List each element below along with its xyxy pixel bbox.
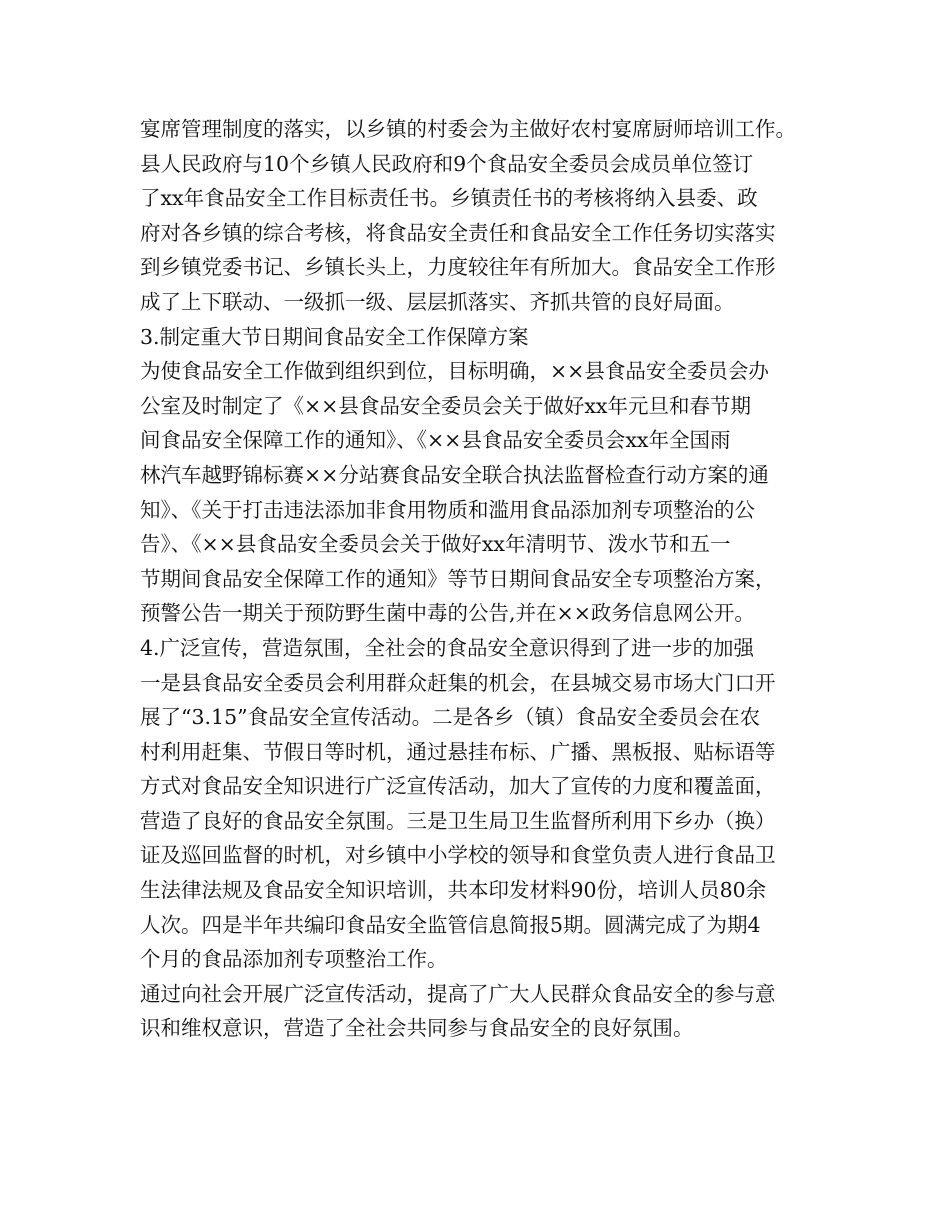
- text-line: 为使食品安全工作做到组织到位，目标明确，××县食品安全委员会办: [140, 359, 769, 384]
- text-line: 告》、《××县食品安全委员会关于做好xx年清明节、泼水节和五一: [140, 532, 731, 557]
- body-text: [140, 112, 820, 1046]
- text-line: 公室及时制定了《××县食品安全委员会关于做好xx年元旦和春节期: [140, 393, 751, 418]
- text-line: 节期间食品安全保障工作的通知》等节日期间食品安全专项整治方案，: [140, 566, 776, 591]
- text-line: 到乡镇党委书记、乡镇长头上，力度较往年有所加大。食品安全工作形: [140, 255, 776, 280]
- text-line: 成了上下联动、一级抓一级、层层抓落实、齐抓共管的良好局面。: [140, 289, 735, 314]
- text-line: 县人民政府与10个乡镇人民政府和9个食品安全委员会成员单位签订: [140, 151, 754, 176]
- text-line: 预警公告一期关于预防野生菌中毒的公告,并在××政务信息网公开。: [140, 601, 755, 626]
- text-line: 个月的食品添加剂专项整治工作。: [140, 947, 448, 972]
- section-heading-3: 3.制定重大节日期间食品安全工作保障方案: [140, 324, 529, 349]
- text-line: 生法律法规及食品安全知识培训，共本印发材料90份，培训人员80余: [140, 878, 767, 903]
- text-line: 了xx年食品安全工作目标责任书。乡镇责任书的考核将纳入县委、政: [140, 186, 758, 211]
- text-line: 一是县食品安全委员会利用群众赶集的机会，在县城交易市场大门口开: [140, 670, 776, 695]
- text-line: 林汽车越野锦标赛××分站赛食品安全联合执法监督检查行动方案的通: [140, 462, 769, 487]
- text-line: 识和维权意识，营造了全社会共同参与食品安全的良好氛围。: [140, 1016, 694, 1041]
- text-line: 间食品安全保障工作的通知》、《××县食品安全委员会xx年全国雨: [140, 428, 731, 453]
- text-line: 人次。四是半年共编印食品安全监管信息简报5期。圆满完成了为期4: [140, 912, 761, 937]
- text-line: 宴席管理制度的落实，以乡镇的村委会为主做好农村宴席厨师培训工作。: [140, 117, 796, 141]
- text-line: 村利用赶集、节假日等时机，通过悬挂布标、广播、黑板报、贴标语等: [140, 739, 776, 764]
- text-line: 展了“3.15”食品安全宣传活动。二是各乡（镇）食品安全委员会在农: [140, 705, 761, 730]
- text-line: 知》、《关于打击违法添加非食用物质和滥用食品添加剂专项整治的公: [140, 497, 755, 522]
- text-line: 证及巡回监督的时机，对乡镇中小学校的领导和食堂负责人进行食品卫: [140, 843, 776, 868]
- section-heading-4: 4.广泛宣传，营造氛围，全社会的食品安全意识得到了进一步的加强: [140, 635, 755, 660]
- text-line: 营造了良好的食品安全氛围。三是卫生局卫生监督所利用下乡办（换）: [140, 808, 776, 833]
- text-line: 府对各乡镇的综合考核，将食品安全责任和食品安全工作任务切实落实: [140, 220, 776, 245]
- text-line: 通过向社会开展广泛宣传活动，提高了广大人民群众食品安全的参与意: [140, 981, 776, 1006]
- text-line: 方式对食品安全知识进行广泛宣传活动，加大了宣传的力度和覆盖面，: [140, 774, 776, 799]
